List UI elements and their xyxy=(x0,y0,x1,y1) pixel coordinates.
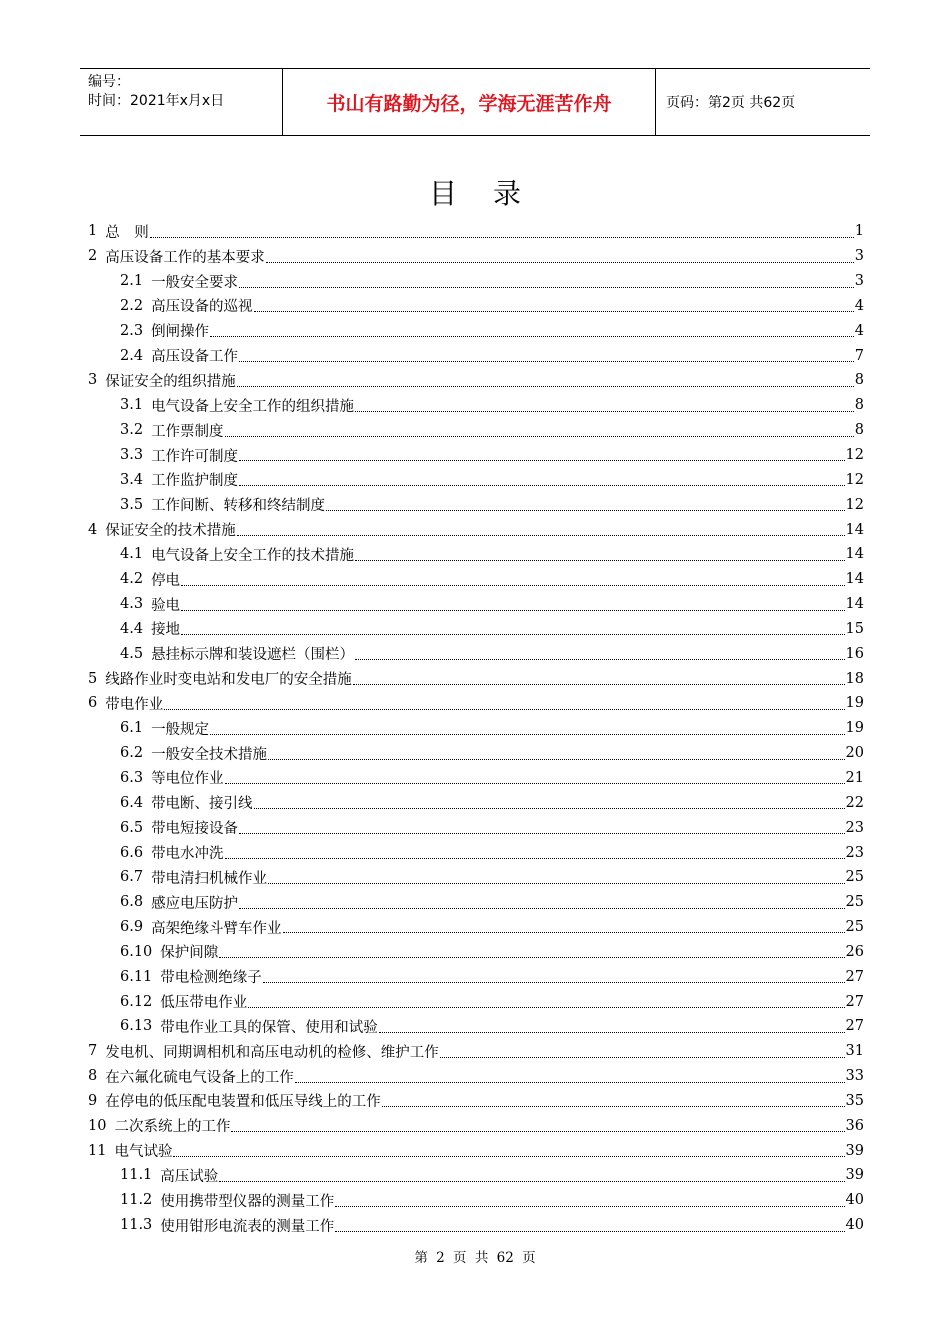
toc-entry[interactable] xyxy=(88,1213,864,1238)
toc-entry-title: 在六氟化硫电气设备上的工作 xyxy=(105,1069,294,1086)
toc-dot-leader xyxy=(266,250,854,263)
toc-entry-number: 11.1 xyxy=(120,1167,153,1184)
toc-entry-page: 26 xyxy=(845,943,864,960)
toc-entry[interactable] xyxy=(88,443,864,468)
toc-entry-page: 14 xyxy=(845,571,864,588)
toc-entry-number: 6 xyxy=(88,695,98,712)
toc-entry-title: 工作许可制度 xyxy=(151,448,239,465)
toc-entry-page: 12 xyxy=(845,447,864,464)
toc-entry-number: 6.8 xyxy=(120,894,144,911)
toc-dot-leader xyxy=(239,275,854,288)
toc-dot-leader xyxy=(254,796,845,809)
toc-entry[interactable] xyxy=(88,1039,864,1064)
toc-entry-number: 6.11 xyxy=(120,968,153,985)
toc-entry-number: 4.3 xyxy=(120,596,144,613)
toc-dot-leader xyxy=(225,424,854,437)
toc-entry[interactable] xyxy=(88,219,864,244)
toc-entry[interactable] xyxy=(88,840,864,865)
header-motto: 书山有路勤为径，学海无涯苦作舟 xyxy=(282,69,656,135)
toc-entry-number: 2.1 xyxy=(120,273,144,290)
toc-entry[interactable] xyxy=(88,368,864,393)
toc-entry-title: 发电机、同期调相机和高压电动机的检修、维护工作 xyxy=(105,1044,439,1061)
header-page-info: 页码：第2页 共62页 xyxy=(666,95,796,111)
table-of-contents xyxy=(88,219,864,1238)
toc-dot-leader xyxy=(268,747,844,760)
toc-entry[interactable] xyxy=(88,567,864,592)
toc-entry-title: 低压带电作业 xyxy=(160,995,248,1012)
toc-entry-title: 电气设备上安全工作的技术措施 xyxy=(151,547,355,564)
toc-dot-leader xyxy=(355,647,844,660)
toc-entry-number: 2.3 xyxy=(120,322,144,339)
toc-entry[interactable] xyxy=(88,766,864,791)
toc-entry[interactable] xyxy=(88,467,864,492)
toc-entry-page: 12 xyxy=(845,471,864,488)
toc-entry-title: 停电 xyxy=(151,572,181,589)
toc-entry[interactable] xyxy=(88,1188,864,1213)
toc-entry-title: 带电作业 xyxy=(105,696,164,713)
toc-entry-title: 一般安全技术措施 xyxy=(151,746,268,763)
toc-entry-number: 3.2 xyxy=(120,422,144,439)
toc-entry[interactable] xyxy=(88,865,864,890)
toc-entry-page: 14 xyxy=(845,546,864,563)
toc-entry[interactable] xyxy=(88,1014,864,1039)
toc-entry-page: 8 xyxy=(854,397,864,414)
toc-entry-page: 22 xyxy=(845,794,864,811)
toc-dot-leader xyxy=(173,1144,844,1157)
toc-entry-title: 高压设备工作 xyxy=(151,349,239,366)
toc-entry-number: 6.1 xyxy=(120,720,144,737)
toc-entry[interactable] xyxy=(88,1064,864,1089)
toc-entry-title: 使用钳形电流表的测量工作 xyxy=(160,1218,335,1235)
toc-entry-title: 工作监护制度 xyxy=(151,473,239,490)
toc-dot-leader xyxy=(239,896,844,909)
toc-entry[interactable] xyxy=(88,815,864,840)
toc-dot-leader xyxy=(382,1094,845,1107)
toc-entry-title: 悬挂标示牌和装设遮栏（围栏） xyxy=(151,647,355,664)
toc-entry[interactable] xyxy=(88,939,864,964)
toc-entry-title: 总 则 xyxy=(105,224,149,241)
toc-entry[interactable] xyxy=(88,269,864,294)
toc-dot-leader xyxy=(210,722,844,735)
toc-entry-number: 5 xyxy=(88,670,98,687)
toc-dot-leader xyxy=(225,846,845,859)
toc-entry-number: 6.12 xyxy=(120,993,153,1010)
toc-entry-title: 工作票制度 xyxy=(151,423,224,440)
toc-entry-number: 1 xyxy=(88,223,98,240)
toc-entry-number: 6.2 xyxy=(120,745,144,762)
toc-dot-leader xyxy=(219,1169,844,1182)
toc-entry-page: 23 xyxy=(845,844,864,861)
toc-dot-leader xyxy=(335,1219,844,1232)
toc-entry-title: 电气试验 xyxy=(114,1144,173,1161)
toc-entry-page: 40 xyxy=(845,1192,864,1209)
toc-entry-page: 36 xyxy=(845,1117,864,1134)
toc-entry-page: 25 xyxy=(845,869,864,886)
toc-entry-number: 11.2 xyxy=(120,1192,153,1209)
toc-entry[interactable] xyxy=(88,915,864,940)
toc-entry-title: 高压设备工作的基本要求 xyxy=(105,249,265,266)
toc-entry-title: 高架绝缘斗臂车作业 xyxy=(151,920,282,937)
toc-entry[interactable] xyxy=(88,318,864,343)
toc-entry-page: 15 xyxy=(845,620,864,637)
toc-entry-title: 线路作业时变电站和发电厂的安全措施 xyxy=(105,672,352,689)
toc-dot-leader xyxy=(283,920,845,933)
toc-entry[interactable] xyxy=(88,1138,864,1163)
toc-entry[interactable] xyxy=(88,542,864,567)
toc-entry-number: 3.3 xyxy=(120,447,144,464)
toc-entry-title: 在停电的低压配电装置和低压导线上的工作 xyxy=(105,1094,381,1111)
toc-entry-title: 高压设备的巡视 xyxy=(151,299,253,316)
toc-entry-number: 4.5 xyxy=(120,645,144,662)
toc-entry-page: 31 xyxy=(845,1043,864,1060)
toc-entry-page: 3 xyxy=(854,273,864,290)
toc-entry[interactable] xyxy=(88,517,864,542)
toc-entry[interactable] xyxy=(88,1113,864,1138)
toc-dot-leader xyxy=(225,771,845,784)
toc-entry-title: 使用携带型仪器的测量工作 xyxy=(160,1193,335,1210)
toc-dot-leader xyxy=(263,970,845,983)
toc-entry[interactable] xyxy=(88,1089,864,1114)
toc-entry-page: 27 xyxy=(845,1018,864,1035)
page-title: 目录 xyxy=(428,177,557,210)
toc-entry-page: 23 xyxy=(845,819,864,836)
toc-entry-page: 25 xyxy=(845,919,864,936)
toc-entry-number: 11 xyxy=(88,1142,107,1159)
toc-dot-leader xyxy=(181,573,844,586)
toc-dot-leader xyxy=(254,299,854,312)
toc-entry[interactable] xyxy=(88,716,864,741)
toc-entry-title: 保护间隙 xyxy=(160,945,219,962)
toc-entry[interactable] xyxy=(88,244,864,269)
toc-dot-leader xyxy=(326,498,844,511)
toc-entry-page: 16 xyxy=(845,645,864,662)
toc-entry-number: 6.13 xyxy=(120,1018,153,1035)
toc-entry-title: 带电水冲洗 xyxy=(151,846,224,863)
date-label: 时间：2021年x月x日 xyxy=(88,93,225,109)
toc-entry[interactable] xyxy=(88,492,864,517)
toc-entry-page: 14 xyxy=(845,521,864,538)
toc-entry-title: 二次系统上的工作 xyxy=(114,1119,231,1136)
toc-entry-page: 39 xyxy=(845,1142,864,1159)
toc-entry[interactable] xyxy=(88,617,864,642)
toc-entry-title: 等电位作业 xyxy=(151,771,224,788)
toc-entry-number: 2.2 xyxy=(120,297,144,314)
toc-entry-number: 3.5 xyxy=(120,496,144,513)
toc-entry-page: 20 xyxy=(845,745,864,762)
toc-entry-number: 11.3 xyxy=(120,1217,153,1234)
toc-entry-page: 8 xyxy=(854,422,864,439)
toc-dot-leader xyxy=(237,523,845,536)
toc-dot-leader xyxy=(335,1194,844,1207)
toc-entry[interactable] xyxy=(88,294,864,319)
toc-entry[interactable] xyxy=(88,989,864,1014)
toc-entry-page: 4 xyxy=(854,322,864,339)
toc-entry-page: 4 xyxy=(854,297,864,314)
toc-entry-title: 验电 xyxy=(151,597,181,614)
toc-entry-title: 保证安全的组织措施 xyxy=(105,373,236,390)
toc-entry-number: 3.1 xyxy=(120,397,144,414)
toc-dot-leader xyxy=(248,995,844,1008)
toc-entry-page: 25 xyxy=(845,894,864,911)
toc-entry-number: 6.5 xyxy=(120,819,144,836)
toc-dot-leader xyxy=(164,697,844,710)
header-meta xyxy=(80,69,282,135)
toc-entry[interactable] xyxy=(88,1163,864,1188)
toc-dot-leader xyxy=(268,871,844,884)
toc-entry[interactable] xyxy=(88,592,864,617)
toc-dot-leader xyxy=(355,548,844,561)
toc-entry-page: 19 xyxy=(845,720,864,737)
toc-entry-title: 带电清扫机械作业 xyxy=(151,870,268,887)
toc-dot-leader xyxy=(219,945,844,958)
toc-dot-leader xyxy=(150,225,854,238)
toc-dot-leader xyxy=(181,622,844,635)
toc-entry-page: 7 xyxy=(854,347,864,364)
toc-entry[interactable] xyxy=(88,890,864,915)
toc-entry-number: 6.3 xyxy=(120,769,144,786)
toc-entry-number: 9 xyxy=(88,1092,98,1109)
toc-entry-page: 21 xyxy=(845,769,864,786)
toc-entry-title: 带电断、接引线 xyxy=(151,796,253,813)
toc-entry-page: 8 xyxy=(854,372,864,389)
toc-dot-leader xyxy=(239,448,844,461)
toc-entry-page: 19 xyxy=(845,695,864,712)
toc-dot-leader xyxy=(355,399,854,412)
toc-entry-title: 带电短接设备 xyxy=(151,821,239,838)
toc-entry-title: 倒闸操作 xyxy=(151,324,210,341)
toc-entry[interactable] xyxy=(88,666,864,691)
toc-entry-number: 2 xyxy=(88,248,98,265)
toc-dot-leader xyxy=(379,1020,845,1033)
toc-dot-leader xyxy=(231,1119,844,1132)
toc-dot-leader xyxy=(353,672,845,685)
toc-entry-title: 带电作业工具的保管、使用和试验 xyxy=(160,1019,378,1036)
toc-entry-number: 7 xyxy=(88,1043,98,1060)
toc-entry[interactable] xyxy=(88,741,864,766)
toc-entry-page: 27 xyxy=(845,993,864,1010)
toc-entry-number: 6.10 xyxy=(120,943,153,960)
toc-dot-leader xyxy=(239,473,844,486)
toc-entry-page: 33 xyxy=(845,1068,864,1085)
toc-entry-number: 6.9 xyxy=(120,919,144,936)
toc-entry-page: 40 xyxy=(845,1217,864,1234)
toc-entry-number: 4.1 xyxy=(120,546,144,563)
toc-entry-number: 4.4 xyxy=(120,620,144,637)
toc-entry-page: 35 xyxy=(845,1092,864,1109)
toc-entry-title: 保证安全的技术措施 xyxy=(105,523,236,540)
toc-entry-number: 3.4 xyxy=(120,471,144,488)
toc-entry-number: 2.4 xyxy=(120,347,144,364)
toc-entry[interactable] xyxy=(88,641,864,666)
toc-entry[interactable] xyxy=(88,691,864,716)
toc-entry[interactable] xyxy=(88,418,864,443)
toc-entry-title: 电气设备上安全工作的组织措施 xyxy=(151,398,355,415)
toc-entry[interactable] xyxy=(88,790,864,815)
toc-entry-number: 10 xyxy=(88,1117,107,1134)
toc-entry-title: 工作间断、转移和终结制度 xyxy=(151,498,326,515)
doc-number-label: 编号： xyxy=(88,74,130,90)
toc-entry-page: 12 xyxy=(845,496,864,513)
toc-dot-leader xyxy=(239,349,854,362)
toc-entry-page: 18 xyxy=(845,670,864,687)
toc-entry-number: 6.6 xyxy=(120,844,144,861)
toc-dot-leader xyxy=(237,374,854,387)
toc-entry-page: 14 xyxy=(845,596,864,613)
toc-entry-number: 4 xyxy=(88,521,98,538)
toc-entry-title: 一般安全要求 xyxy=(151,274,239,291)
toc-entry-number: 6.4 xyxy=(120,794,144,811)
toc-entry-number: 4.2 xyxy=(120,571,144,588)
toc-dot-leader xyxy=(295,1070,845,1083)
toc-entry-title: 带电检测绝缘子 xyxy=(160,970,262,987)
toc-entry-title: 高压试验 xyxy=(160,1168,219,1185)
toc-entry-page: 27 xyxy=(845,968,864,985)
toc-dot-leader xyxy=(181,598,844,611)
toc-dot-leader xyxy=(210,324,854,337)
toc-entry-page: 39 xyxy=(845,1167,864,1184)
page-footer: 第 2 页 共 62 页 xyxy=(414,1250,536,1266)
toc-entry-title: 一般规定 xyxy=(151,721,210,738)
toc-dot-leader xyxy=(440,1045,845,1058)
toc-entry[interactable] xyxy=(88,393,864,418)
toc-entry-page: 1 xyxy=(854,223,864,240)
toc-entry-number: 3 xyxy=(88,372,98,389)
page-header xyxy=(80,68,870,136)
toc-entry-title: 接地 xyxy=(151,622,181,639)
toc-entry[interactable] xyxy=(88,343,864,368)
toc-dot-leader xyxy=(239,821,844,834)
toc-entry-title: 感应电压防护 xyxy=(151,895,239,912)
toc-entry[interactable] xyxy=(88,964,864,989)
toc-entry-page: 3 xyxy=(854,248,864,265)
toc-entry-number: 6.7 xyxy=(120,869,144,886)
toc-entry-number: 8 xyxy=(88,1068,98,1085)
